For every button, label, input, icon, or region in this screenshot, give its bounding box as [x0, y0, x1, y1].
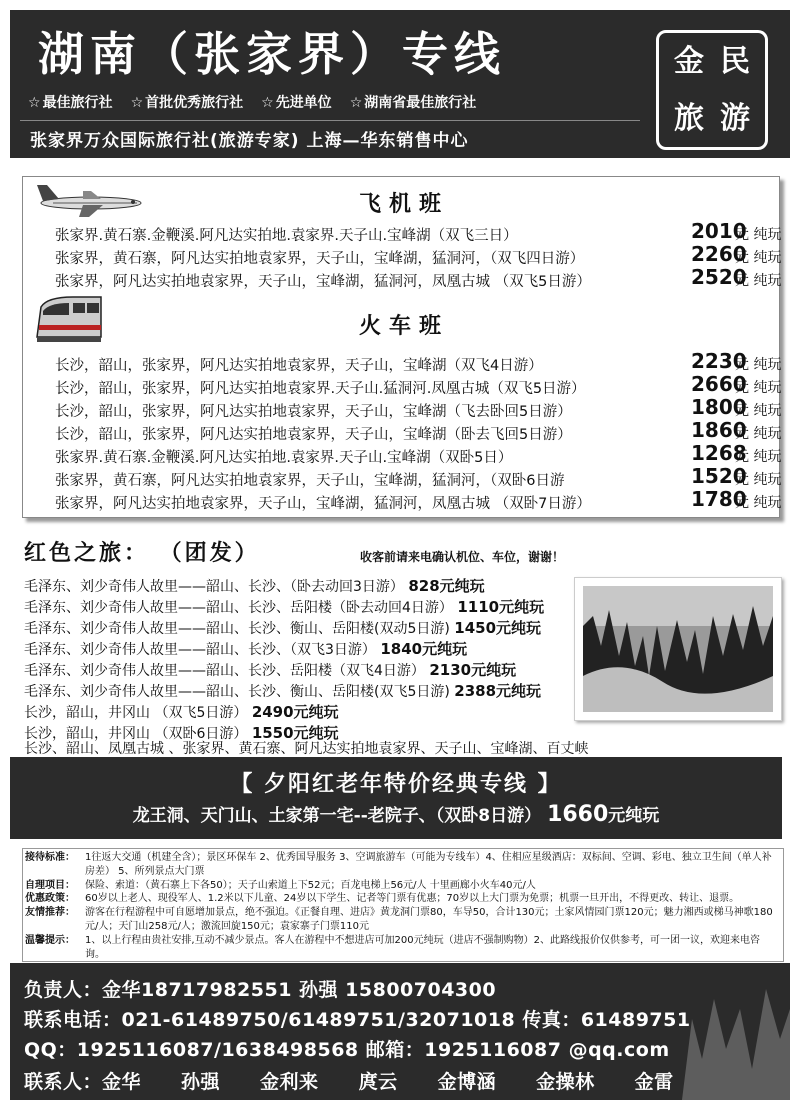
route-price-unit: 元 纯玩: [735, 380, 782, 396]
train-route-row: [55, 395, 782, 420]
note-row: [23, 851, 783, 879]
red-tour-route: 长沙、韶山、凤凰古城 、张家界、黄石寨、阿凡达实拍地袁家界、天子山、宝峰湖、百丈峡: [24, 741, 589, 757]
phone-fax-line: 联系电话：021-61489750/61489751/32071018 传真：61489751: [24, 1009, 691, 1031]
red-tour-price: 1840元纯玩: [380, 640, 468, 658]
route-price-unit: 元 纯玩: [735, 495, 782, 511]
red-tour-price: 828元纯玩: [408, 577, 485, 595]
route-price: 2520: [691, 265, 747, 289]
red-tour-route: 毛泽东、刘少奇伟人故里——韶山、长沙、（双飞3日游）: [24, 642, 376, 658]
red-tour-row: [24, 617, 541, 638]
note-row: [23, 892, 783, 906]
flight-route-row: [55, 242, 782, 267]
responsible-persons: 负责人：金华18717982551 孙强 15800704300: [24, 979, 497, 1001]
route-description: 张家界.黄石寨.金鞭溪.阿凡达实拍地.袁家界.天子山.宝峰湖（双飞三日）: [55, 228, 518, 244]
train-route-row: [55, 349, 782, 374]
route-price: 2260: [691, 242, 747, 266]
logo-char: 游: [720, 101, 750, 136]
route-price: 1780: [691, 487, 747, 511]
red-tour-row: [24, 659, 516, 680]
red-tour-route: 毛泽东、刘少奇伟人故里——韶山、长沙、衡山、岳阳楼(双动5日游): [24, 621, 450, 637]
red-tour-price: 2388元纯玩: [454, 682, 542, 700]
scenery-photo: [574, 577, 782, 721]
route-price-unit: 元 纯玩: [735, 250, 782, 266]
note-text: 游客在行程游程中可自愿增加景点，绝不强迫。《正餐自理、进店》黄龙洞门票80，车导50，合计130元；土家风情园门票120元；魅力湘西或梯马神歌180元/人；天门山258元/人；激流回旋150元；袁家寨子门票110元: [85, 907, 773, 932]
route-price: 1268: [691, 441, 747, 465]
route-price-unit: 元 纯玩: [735, 273, 782, 289]
contacts-line: [24, 1067, 714, 1094]
route-description: 张家界.黄石寨.金鞭溪.阿凡达实拍地.袁家界.天子山.宝峰湖（双卧5日）: [55, 450, 513, 466]
contacts-label: 联系人：: [24, 1071, 103, 1093]
contact-name: 金博涵: [437, 1071, 497, 1093]
senior-route: 龙王洞、天门山、土家第一宅--老院子、（双卧8日游）: [132, 806, 542, 826]
route-price-unit: 元 纯玩: [735, 403, 782, 419]
train-icon: [33, 293, 105, 345]
route-price-unit: 元 纯玩: [735, 357, 782, 373]
train-route-row: [55, 464, 782, 489]
route-description: 张家界，阿凡达实拍地袁家界，天子山，宝峰湖，猛洞河，凤凰古城 （双卧7日游）: [55, 496, 591, 512]
train-section-title: 火车班: [359, 313, 450, 339]
red-tour-row: [24, 680, 541, 701]
route-description: 长沙，韶山，张家界，阿凡达实拍地袁家界，天子山，宝峰湖（卧去飞回5日游）: [55, 427, 572, 443]
route-price-unit: 元 纯玩: [735, 472, 782, 488]
train-route-row: [55, 372, 782, 397]
badge-item: ☆ 最佳旅行社: [28, 92, 113, 112]
red-tour-route: 长沙，韶山，井冈山 （双卧6日游）: [24, 726, 248, 742]
red-tour-title: 红色之旅： （团发）: [24, 540, 260, 566]
mountain-landscape-icon: [583, 586, 773, 712]
route-price: 1860: [691, 418, 747, 442]
contact-name: 金华: [102, 1071, 142, 1093]
note-label: 自理项目：: [25, 879, 75, 891]
header-banner: [10, 10, 790, 158]
red-tour-route: 长沙，韶山，井冈山 （双飞5日游）: [24, 705, 248, 721]
train-route-row: [55, 441, 782, 466]
note-text: 保险、索道：（黄石寨上下各50）；天子山索道上下52元；百龙电梯上56元/人 十里画廊小火车40元/人: [85, 879, 536, 891]
red-tour-route: 毛泽东、刘少奇伟人故里——韶山、长沙、岳阳楼（卧去动回4日游）: [24, 600, 453, 616]
senior-price: 1660: [547, 802, 609, 827]
route-price: 2230: [691, 349, 747, 373]
note-row: [23, 879, 783, 893]
red-tour-price: 1550元纯玩: [251, 724, 339, 742]
red-tour-price: 1110元纯玩: [457, 598, 545, 616]
airplane-icon: [33, 181, 143, 221]
contact-name: 庹云: [358, 1071, 398, 1093]
route-price: 1800: [691, 395, 747, 419]
routes-panel: [22, 176, 780, 518]
red-tour-row: [24, 596, 544, 617]
route-price: 1520: [691, 464, 747, 488]
train-route-row: [55, 487, 782, 512]
note-text: 1、以上行程由贵社安排,互动不减少景点。客人在游程中不想进店可加200元纯玩（进店不强制购物）2、此路线报价仅供参考，可一团一议，欢迎来电咨询。: [85, 934, 760, 960]
red-tour-row: [24, 575, 485, 596]
red-tour-price: 2130元纯玩: [429, 661, 517, 679]
route-description: 张家界，黄石寨，阿凡达实拍地袁家界，天子山，宝峰湖，猛洞河，（双卧6日游: [55, 473, 565, 489]
route-price: 2010: [691, 219, 747, 243]
red-tour-note: 收客前请来电确认机位、车位，谢谢！: [360, 550, 565, 564]
red-tour-row: [24, 638, 467, 659]
badge-item: ☆ 先进单位: [261, 92, 332, 112]
flight-route-row: [55, 219, 782, 244]
route-description: 长沙，韶山，张家界，阿凡达实拍地袁家界，天子山，宝峰湖（双飞4日游）: [55, 358, 543, 374]
qq-email-line: QQ：1925116087/1638498568 邮箱：1925116087 @qq.com: [24, 1039, 670, 1061]
route-price-unit: 元 纯玩: [735, 426, 782, 442]
contact-name: 孙强: [181, 1071, 221, 1093]
senior-price-unit: 元纯玩: [608, 806, 660, 826]
note-row: [23, 906, 783, 934]
flight-route-row: [55, 265, 782, 290]
red-tour-route: 毛泽东、刘少奇伟人故里——韶山、长沙、（卧去动回3日游）: [24, 579, 404, 595]
red-tour-row: [24, 738, 588, 758]
red-tour-row: [24, 701, 339, 722]
terms-notes-box: [22, 848, 784, 962]
logo-char: 旅: [674, 101, 704, 136]
note-text: 1往返大交通（机建全含）；景区环保车 2、优秀国导服务 3、空调旅游车（可能为专线车）4、住相应星级酒店：双标间、空调、彩电、独立卫生间（单人补房差） 5、所列景点大门票: [85, 852, 772, 877]
red-tour-price: 2490元纯玩: [251, 703, 339, 721]
route-description: 张家界，黄石寨，阿凡达实拍地袁家界，天子山，宝峰湖，猛洞河，（双飞四日游）: [55, 251, 585, 267]
badge-item: ☆ 首批优秀旅行社: [131, 92, 244, 112]
route-description: 长沙，韶山，张家界，阿凡达实拍地袁家界.天子山.猛洞河.凤凰古城（双飞5日游）: [55, 381, 586, 397]
header-divider: [20, 120, 640, 121]
route-description: 张家界，阿凡达实拍地袁家界，天子山，宝峰湖，猛洞河，凤凰古城 （双飞5日游）: [55, 274, 591, 290]
senior-special-band: [10, 757, 782, 839]
route-price: 2660: [691, 372, 747, 396]
flight-section-title: 飞机班: [359, 191, 450, 217]
note-text: 60岁以上老人、现役军人、1.2米以下儿童、24岁以下学生、记者等门票有优惠；70岁以上大门票为免票；机票一旦开出，不得更改、转让、退票。: [85, 893, 740, 905]
contact-name: 金操林: [536, 1071, 595, 1093]
contact-name: 金利来: [260, 1071, 319, 1093]
red-tour-route: 毛泽东、刘少奇伟人故里——韶山、长沙、岳阳楼（双飞4日游）: [24, 663, 425, 679]
route-price-unit: 元 纯玩: [735, 449, 782, 465]
train-route-row: [55, 418, 782, 443]
contact-name: 金雷: [634, 1071, 674, 1093]
red-tour-route: 毛泽东、刘少奇伟人故里——韶山、长沙、衡山、岳阳楼(双飞5日游): [24, 684, 450, 700]
route-price-unit: 元 纯玩: [735, 227, 782, 243]
award-badges: [28, 92, 476, 112]
senior-title: 【 夕阳红老年特价经典专线 】: [230, 772, 562, 797]
page-title: 湖南（张家界）专线: [38, 27, 506, 81]
route-description: 长沙，韶山，张家界，阿凡达实拍地袁家界，天子山，宝峰湖（飞去卧回5日游）: [55, 404, 572, 420]
logo-char: 民: [720, 44, 750, 79]
contact-footer: [10, 963, 790, 1100]
note-label: 接待标准：: [25, 852, 75, 863]
company-name: 张家界万众国际旅行社(旅游专家) 上海—华东销售中心: [30, 131, 469, 151]
red-tour-price: 1450元纯玩: [454, 619, 542, 637]
logo-char: 金: [674, 44, 704, 79]
note-label: 友情推荐：: [25, 907, 75, 919]
note-label: 温馨提示：: [25, 934, 75, 946]
company-logo: [656, 30, 768, 150]
senior-route-line: [10, 801, 782, 827]
badge-item: ☆ 湖南省最佳旅行社: [350, 92, 477, 112]
note-row: [23, 934, 783, 962]
note-label: 优惠政策：: [25, 893, 75, 905]
